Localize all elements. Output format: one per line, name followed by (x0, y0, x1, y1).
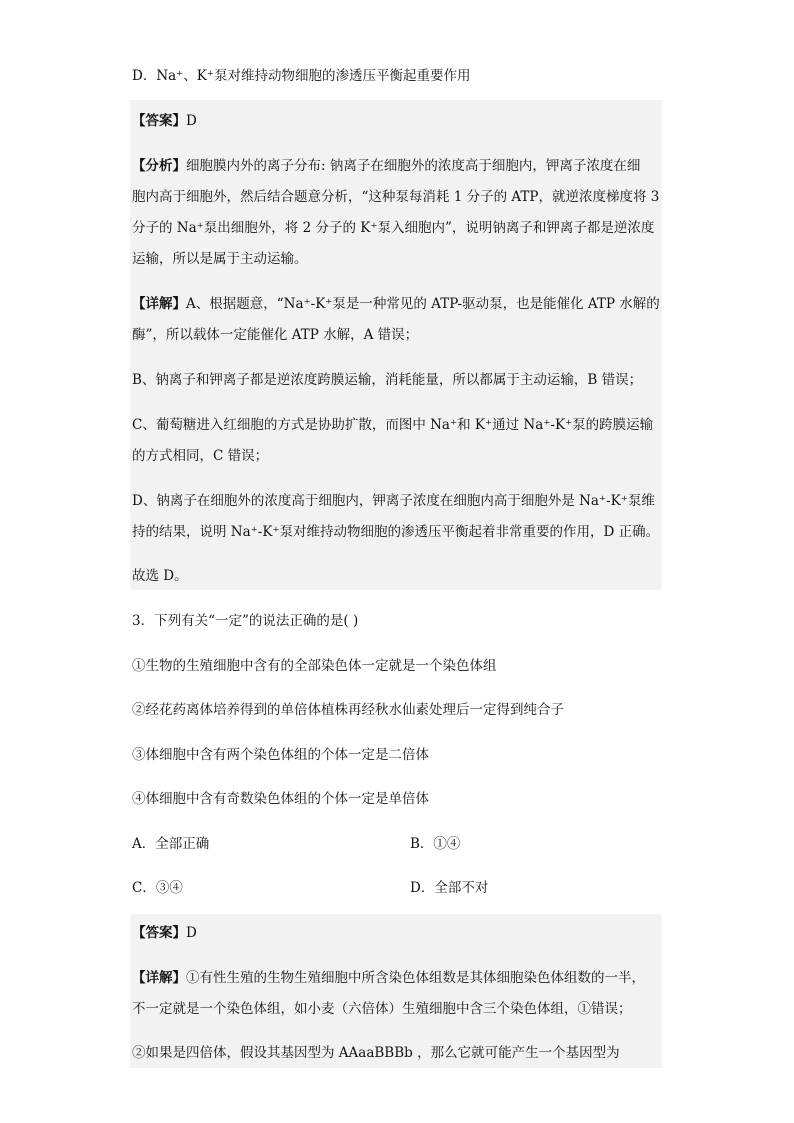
question2-conclusion: 故选 D。 (132, 568, 188, 584)
question2-analysis-line: 分子的 Na⁺泵出细胞外，将 2 分子的 K⁺泵入细胞内”，说明钠离子和钾离子都是逆浓度 (132, 220, 655, 236)
question2-option-d: D．Na⁺、K⁺泵对维持动物细胞的渗透压平衡起重要作用 (132, 68, 471, 84)
answer-value: D (186, 925, 197, 941)
question3-statement: ③体细胞中含有两个染色体组的个体一定是二倍体 (132, 747, 429, 763)
question3-option-a: A．全部正确 (132, 836, 210, 852)
question2-analysis-line: 运输，所以是属于主动运输。 (132, 251, 308, 267)
question3-detail-line: ②如果是四倍体，假设其基因型为 AAaaBBBb ，那么它就可能产生一个基因型为 (132, 1045, 620, 1061)
question2-answer (132, 111, 197, 131)
question3-option-c: C．③④ (132, 880, 183, 896)
detail-text: A、根据题意，“Na⁺-K⁺泵是一种常见的 ATP-驱动泵，也是能催化 ATP 水解的 (186, 296, 660, 312)
question2-detail-line (132, 294, 660, 314)
question2-detail-line: D、钠离子在细胞外的浓度高于细胞内，钾离子浓度在细胞内高于细胞外是 Na⁺-K⁺泵维 (132, 493, 655, 509)
answer-tag: 【答案】 (132, 113, 186, 129)
answer-tag: 【答案】 (132, 925, 186, 941)
question3-option-b: B．①④ (410, 836, 461, 852)
question2-detail-line: C、葡萄糖进入红细胞的方式是协助扩散，而图中 Na⁺和 K⁺通过 Na⁺-K⁺泵的跨膜运输 (132, 417, 654, 433)
detail-text: ①有性生殖的生物生殖细胞中所含染色体组数是其体细胞染色体组数的一半， (186, 970, 645, 986)
question3-statement: ②经花药离体培养得到的单倍体植株再经秋水仙素处理后一定得到纯合子 (132, 702, 564, 718)
analysis-text: 细胞膜内外的离子分布: 钠离子在细胞外的浓度高于细胞内，钾离子浓度在细 (186, 158, 641, 174)
question2-detail-line: 的方式相同，C 错误； (132, 448, 269, 464)
question2-detail-line: 酶”，所以载体一定能催化 ATP 水解，A 错误； (132, 327, 419, 343)
question3-statement: ①生物的生殖细胞中含有的全部染色体一定就是一个染色体组 (132, 658, 497, 674)
question3-detail-line: 不一定就是一个染色体组，如小麦（六倍体）生殖细胞中含三个染色体组，①错误； (132, 1001, 632, 1017)
analysis-tag: 【分析】 (132, 158, 186, 174)
answer-value: D (186, 113, 197, 129)
question2-detail-line: B、钠离子和钾离子都是逆浓度跨膜运输，消耗能量，所以都属于主动运输，B 错误； (132, 372, 643, 388)
question3-detail-line (132, 968, 645, 988)
detail-tag: 【详解】 (132, 296, 186, 312)
question2-analysis-line (132, 156, 640, 176)
question2-analysis-line: 胞内高于细胞外，然后结合题意分析，“这种泵每消耗 1 分子的 ATP，就逆浓度梯度将 3 (132, 189, 660, 205)
question3-option-d: D．全部不对 (410, 880, 489, 896)
question3-answer (132, 923, 197, 943)
question3-stem: 3．下列有关“一定”的说法正确的是( ) (132, 613, 359, 629)
detail-tag: 【详解】 (132, 970, 186, 986)
question2-detail-line: 持的结果，说明 Na⁺-K⁺泵对维持动物细胞的渗透压平衡起着非常重要的作用，D 正确。 (132, 524, 660, 540)
question3-statement: ④体细胞中含有奇数染色体组的个体一定是单倍体 (132, 791, 429, 807)
